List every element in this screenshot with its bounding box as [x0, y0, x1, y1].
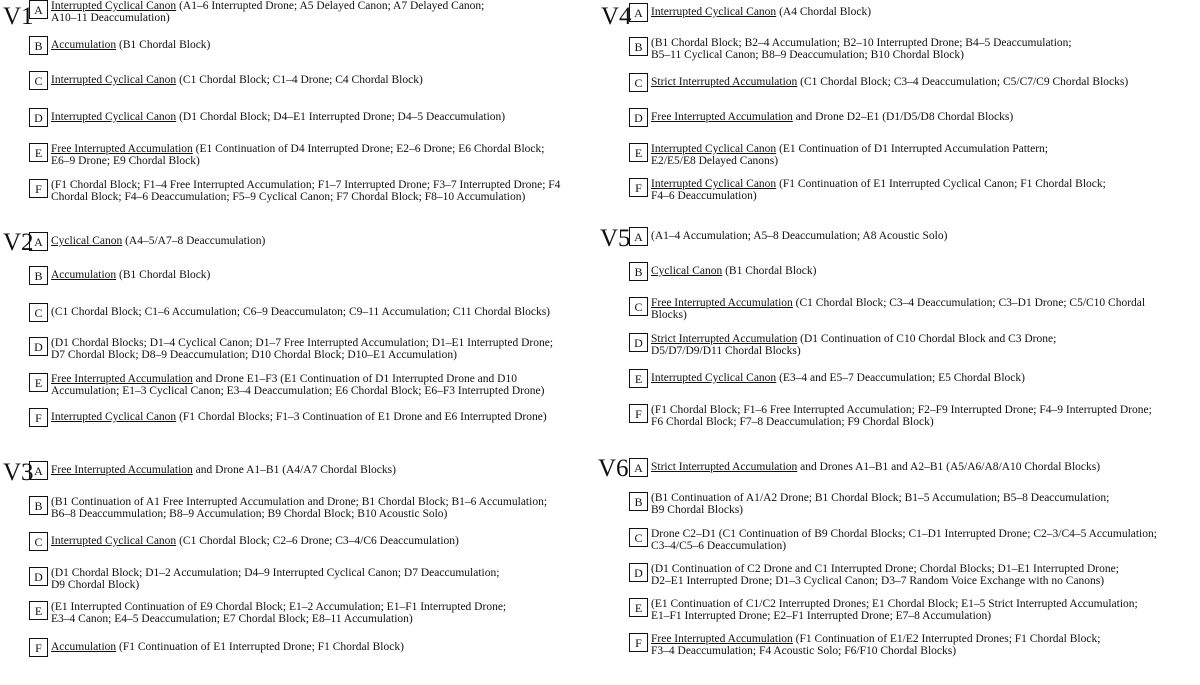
entry-letter-box: C [629, 73, 648, 92]
section-label-v4: V4 [601, 3, 632, 30]
technique-name: Interrupted Cyclical Canon [51, 74, 177, 86]
section-label-v1: V1 [3, 3, 34, 30]
entry-description [48, 532, 459, 547]
technique-details: (F1 Continuation of E1 Interrupted Drone; F1 Chordal Block) [116, 641, 404, 653]
entry-letter-box: D [629, 563, 648, 582]
entry-v2-b [29, 266, 210, 285]
entry-letter-box: E [629, 598, 648, 617]
technique-details: (A4 Chordal Block) [776, 6, 872, 18]
technique-name: Interrupted Cyclical Canon [51, 535, 177, 547]
entry-description [648, 143, 1048, 167]
entry-letter-box: A [629, 3, 648, 22]
entry-letter-box: B [29, 266, 48, 285]
entry-letter-box: D [29, 567, 48, 586]
entry-description [48, 232, 265, 247]
entry-v4-f [629, 178, 1106, 202]
entry-v3-a [29, 461, 396, 480]
technique-details: and Drone A1–B1 (A4/A7 Chordal Blocks) [192, 464, 396, 476]
entry-description [48, 71, 423, 86]
technique-details: (B1 Chordal Block) [116, 269, 211, 281]
technique-details: (B1 Continuation of A1 Free Interrupted Accumulation and Drone; B1 Chordal Block; B1–6 Accumulation; B6–8 Deaccummulation; B8–9 Accumulation; B9 Chordal Block; B10 Acoustic Solo) [51, 496, 548, 520]
entry-description [648, 108, 1013, 123]
entry-v1-e [29, 143, 544, 167]
technique-name: Strict Interrupted Accumulation [651, 333, 798, 345]
entry-letter-box: C [29, 303, 48, 322]
technique-details: (D1 Continuation of C10 Chordal Block and C3 Drone; D5/D7/D9/D11 Chordal Blocks) [651, 333, 1057, 357]
technique-name: Cyclical Canon [651, 265, 723, 277]
entry-description [648, 598, 1138, 622]
technique-details: and Drones A1–B1 and A2–B1 (A5/A6/A8/A10 Chordal Blocks) [797, 461, 1101, 473]
section-label-v5: V5 [600, 225, 631, 252]
entry-description [48, 108, 505, 123]
technique-details: (C1 Chordal Block; C1–6 Accumulation; C6–9 Deaccumulaton; C9–11 Accumulation; C11 Chordal Blocks) [51, 306, 551, 318]
entry-description [648, 178, 1106, 202]
entry-description [648, 633, 1100, 657]
entry-v3-e [29, 601, 506, 625]
technique-details: (A1–4 Accumulation; A5–8 Deaccumulation; A8 Acoustic Solo) [651, 230, 948, 242]
technique-name: Strict Interrupted Accumulation [651, 76, 798, 88]
technique-name: Interrupted Cyclical Canon [651, 143, 777, 155]
technique-details: (F1 Chordal Blocks; F1–3 Continuation of E1 Drone and E6 Interrupted Drone) [176, 411, 547, 423]
section-label-v6: V6 [598, 455, 629, 482]
technique-details: (F1 Continuation of E1/E2 Interrupted Drones; F1 Chordal Block; F3–4 Deaccumulation; F4 Acoustic Solo; F6/F10 Chordal Blocks) [651, 633, 1101, 657]
entry-description [648, 528, 1157, 552]
entry-description [48, 0, 484, 24]
technique-name: Accumulation [51, 641, 117, 653]
entry-description [648, 369, 1025, 384]
entry-letter-box: E [29, 143, 48, 162]
entry-v3-b [29, 496, 547, 520]
entry-letter-box: C [629, 528, 648, 547]
entry-description [48, 408, 547, 423]
entry-description [648, 227, 947, 242]
technique-details: (B1 Chordal Block; B2–4 Accumulation; B2–10 Interrupted Drone; B4–5 Deaccumulation; B5–11 Cyclical Canon; B8–9 Deaccumulation; B10 Chordal Block) [651, 37, 1072, 61]
technique-details: Drone C2–D1 (C1 Continuation of B9 Chordal Blocks; C1–D1 Interrupted Drone; C2–3/C4–5 Accumulation; C3–4/C5–6 Deaccumulation) [651, 528, 1157, 552]
technique-name: Cyclical Canon [51, 235, 123, 247]
entry-v5-c [629, 297, 1145, 321]
technique-details: (A4–5/A7–8 Deaccumulation) [122, 235, 266, 247]
technique-details: (D1 Chordal Blocks; D1–4 Cyclical Canon; D1–7 Free Interrupted Accumulation; D1–E1 Interrupted Drone; D7 Chordal Block; D8–9 Deaccumulation; D10 Chordal Block; D10–E1 Accumulation) [51, 337, 554, 361]
technique-details: (E1 Continuation of C1/C2 Interrupted Drones; E1 Chordal Block; E1–5 Strict Interrupted Accumulation; E1–F1 Interrupted Drone; E2–F1 Interrupted Drone; E7–8 Accumulation) [651, 598, 1138, 622]
entry-letter-box: D [629, 108, 648, 127]
entry-description [48, 461, 396, 476]
technique-details: (D1 Chordal Block; D1–2 Accumulation; D4–9 Interrupted Cyclical Canon; D7 Deaccumulation; D9 Chordal Block) [51, 567, 500, 591]
entry-letter-box: A [29, 0, 48, 19]
entry-letter-box: F [629, 633, 648, 652]
entry-v6-b [629, 492, 1109, 516]
entry-v5-d [629, 333, 1056, 357]
technique-name: Free Interrupted Accumulation [651, 111, 793, 123]
technique-details: and Drone D2–E1 (D1/D5/D8 Chordal Blocks) [792, 111, 1014, 123]
technique-details: (C1 Chordal Block; C1–4 Drone; C4 Chordal Block) [176, 74, 423, 86]
entry-description [48, 179, 560, 203]
entry-v4-c [629, 73, 1128, 92]
entry-v6-f [629, 633, 1100, 657]
entry-description [648, 73, 1128, 88]
entry-v6-a [629, 458, 1100, 477]
entry-v2-c [29, 303, 550, 322]
entry-v4-a [629, 3, 871, 22]
technique-details: (F1 Chordal Block; F1–4 Free Interrupted Accumulation; F1–7 Interrupted Drone; F3–7 Interrupted Drone; F4 Chordal Block; F4–6 Deaccumulation; F5–9 Cyclical Canon; F7 Chordal Block; F8–10 Accumulation) [51, 179, 561, 203]
entry-v5-a [629, 227, 947, 246]
technique-details: and Drone E1–F3 (E1 Continuation of D1 Interrupted Drone and D10 Accumulation; E1–3 Cyclical Canon; E3–4 Deaccumulation; E6 Chordal Block; E6–F3 Interrupted Drone) [51, 373, 545, 397]
entry-v5-e [629, 369, 1025, 388]
technique-name: Accumulation [51, 269, 117, 281]
entry-v1-b [29, 36, 210, 55]
entry-description [48, 337, 553, 361]
technique-details: (B1 Chordal Block) [116, 39, 211, 51]
entry-description [48, 567, 499, 591]
technique-name: Interrupted Cyclical Canon [51, 111, 177, 123]
entry-v3-f [29, 638, 404, 657]
technique-name: Interrupted Cyclical Canon [651, 178, 777, 190]
entry-letter-box: C [29, 71, 48, 90]
technique-details: (C1 Chordal Block; C3–4 Deaccumulation; C5/C7/C9 Chordal Blocks) [797, 76, 1129, 88]
entry-description [648, 37, 1072, 61]
section-label-v2: V2 [3, 229, 34, 256]
entry-description [48, 496, 547, 520]
technique-details: (E1 Continuation of D1 Interrupted Accumulation Pattern; E2/E5/E8 Delayed Canons) [651, 143, 1048, 167]
entry-v6-c [629, 528, 1157, 552]
entry-v4-b [629, 37, 1072, 61]
entry-letter-box: E [29, 601, 48, 620]
entry-letter-box: B [29, 36, 48, 55]
entry-description [648, 492, 1109, 516]
technique-name: Interrupted Cyclical Canon [51, 411, 177, 423]
entry-v1-a [29, 0, 484, 24]
technique-details: (F1 Chordal Block; F1–6 Free Interrupted Accumulation; F2–F9 Interrupted Drone; F4–9 Interrupted Drone; F6 Chordal Block; F7–8 Deaccumulation; F9 Chordal Block) [651, 404, 1152, 428]
technique-name: Free Interrupted Accumulation [51, 464, 193, 476]
entry-description [648, 333, 1056, 357]
entry-description [648, 404, 1152, 428]
entry-letter-box: A [629, 227, 648, 246]
entry-letter-box: A [29, 461, 48, 480]
technique-name: Interrupted Cyclical Canon [51, 0, 177, 12]
entry-v3-c [29, 532, 459, 551]
entry-letter-box: B [629, 262, 648, 281]
entry-v1-f [29, 179, 560, 203]
technique-details: (A1–6 Interrupted Drone; A5 Delayed Canon; A7 Delayed Canon; A10–11 Deaccumulation) [51, 0, 485, 24]
entry-letter-box: C [29, 532, 48, 551]
entry-description [48, 266, 210, 281]
technique-details: (D1 Chordal Block; D4–E1 Interrupted Drone; D4–5 Deaccumulation) [176, 111, 506, 123]
technique-name: Free Interrupted Accumulation [51, 143, 193, 155]
entry-v6-e [629, 598, 1138, 622]
entry-description [648, 458, 1100, 473]
entry-letter-box: F [29, 408, 48, 427]
entry-description [48, 36, 210, 51]
entry-description [648, 3, 871, 18]
entry-description [48, 373, 544, 397]
technique-details: (D1 Continuation of C2 Drone and C1 Interrupted Drone; Chordal Blocks; D1–E1 Interrupted Drone; D2–E1 Interrupted Drone; D1–3 Cyclical Canon; D3–7 Random Voice Exchange with no Canons) [651, 563, 1119, 587]
entry-description [648, 262, 816, 277]
entry-description [48, 303, 550, 318]
entry-letter-box: D [629, 333, 648, 352]
technique-name: Strict Interrupted Accumulation [651, 461, 798, 473]
entry-v3-d [29, 567, 499, 591]
entry-description [48, 143, 544, 167]
entry-v1-d [29, 108, 505, 127]
entry-v4-e [629, 143, 1048, 167]
technique-name: Free Interrupted Accumulation [651, 633, 793, 645]
technique-details: (E1 Interrupted Continuation of E9 Chordal Block; E1–2 Accumulation; E1–F1 Interrupted Drone; E3–4 Canon; E4–5 Deaccumulation; E7 Chordal Block; E8–11 Accumulation) [51, 601, 507, 625]
entry-v4-d [629, 108, 1013, 127]
entry-letter-box: C [629, 297, 648, 316]
entry-v5-f [629, 404, 1152, 428]
entry-v6-d [629, 563, 1119, 587]
technique-details: (E3–4 and E5–7 Deaccumulation; E5 Chordal Block) [776, 372, 1025, 384]
entry-v2-e [29, 373, 544, 397]
technique-details: (C1 Chordal Block; C2–6 Drone; C3–4/C6 Deaccumulation) [176, 535, 459, 547]
entry-description [48, 601, 506, 625]
entry-v2-f [29, 408, 547, 427]
entry-letter-box: E [629, 143, 648, 162]
technique-details: (F1 Continuation of E1 Interrupted Cyclical Canon; F1 Chordal Block; F4–6 Deaccumulation) [651, 178, 1106, 202]
technique-name: Interrupted Cyclical Canon [651, 372, 777, 384]
technique-details: (B1 Continuation of A1/A2 Drone; B1 Chordal Block; B1–5 Accumulation; B5–8 Deaccumulation; B9 Chordal Blocks) [651, 492, 1110, 516]
entry-v2-d [29, 337, 553, 361]
entry-description [648, 297, 1145, 321]
technique-name: Accumulation [51, 39, 117, 51]
technique-name: Free Interrupted Accumulation [51, 373, 193, 385]
entry-letter-box: B [629, 37, 648, 56]
entry-v1-c [29, 71, 423, 90]
entry-letter-box: F [29, 179, 48, 198]
technique-name: Free Interrupted Accumulation [651, 297, 793, 309]
entry-letter-box: F [629, 178, 648, 197]
entry-letter-box: F [29, 638, 48, 657]
entry-letter-box: E [629, 369, 648, 388]
entry-letter-box: D [29, 337, 48, 356]
entry-letter-box: F [629, 404, 648, 423]
entry-letter-box: D [29, 108, 48, 127]
entry-letter-box: E [29, 373, 48, 392]
technique-details: (B1 Chordal Block) [722, 265, 817, 277]
section-label-v3: V3 [3, 459, 34, 486]
entry-description [48, 638, 404, 653]
entry-description [648, 563, 1119, 587]
entry-letter-box: B [29, 496, 48, 515]
entry-v2-a [29, 232, 265, 251]
entry-letter-box: A [629, 458, 648, 477]
technique-name: Interrupted Cyclical Canon [651, 6, 777, 18]
entry-letter-box: B [629, 492, 648, 511]
entry-v5-b [629, 262, 816, 281]
entry-letter-box: A [29, 232, 48, 251]
technique-details: (C1 Chordal Block; C3–4 Deaccumulation; C3–D1 Drone; C5/C10 Chordal Blocks) [651, 297, 1146, 321]
technique-details: (E1 Continuation of D4 Interrupted Drone; E2–6 Drone; E6 Chordal Block; E6–9 Drone; E9 Chordal Block) [51, 143, 545, 167]
